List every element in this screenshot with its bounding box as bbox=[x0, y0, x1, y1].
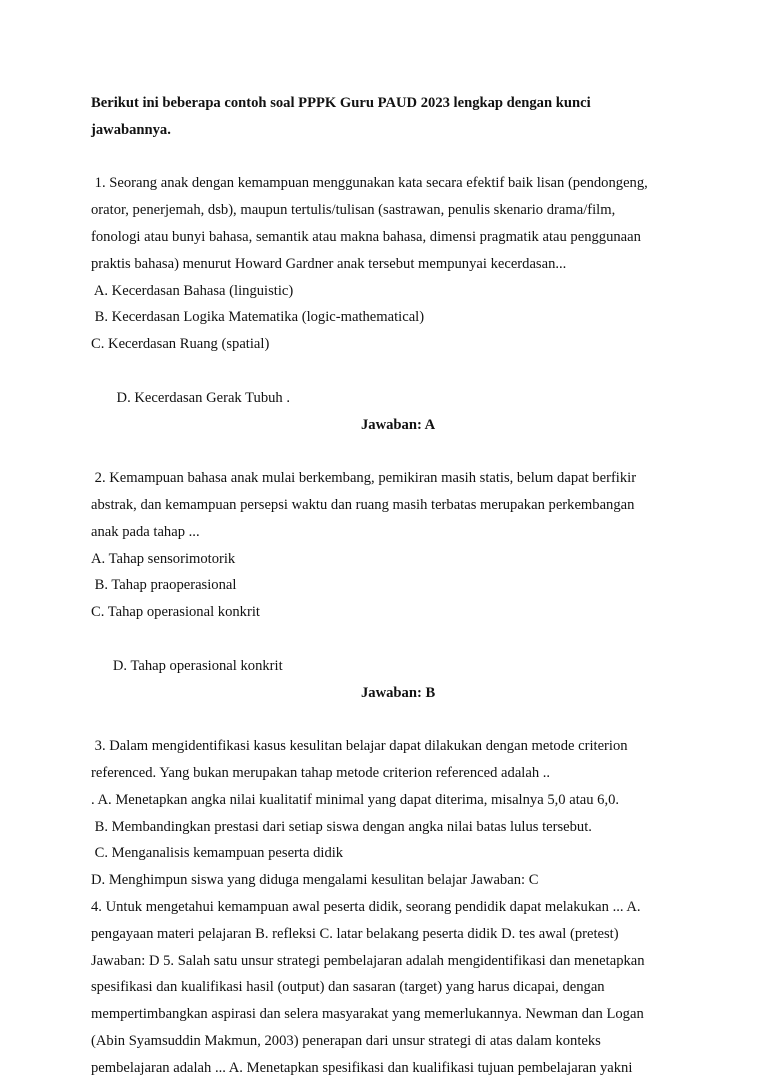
question-2-line: anak pada tahap ... bbox=[91, 523, 200, 540]
question-1-line: 1. Seorang anak dengan kemampuan menggunakan kata secara efektif baik lisan (pendongeng, bbox=[91, 175, 648, 192]
question-3-line: referenced. Yang bukan merupakan tahap metode criterion referenced adalah .. bbox=[91, 764, 551, 781]
question-1-line: orator, penerjemah, dsb), maupun tertulis/tulisan (sastrawan, penulis skenario drama/film, bbox=[91, 202, 616, 219]
question-2-option-d: D. Tahap operasional konkrit bbox=[112, 657, 283, 674]
question-2-line: 2. Kemampuan bahasa anak mulai berkembang, pemikiran masih statis, belum dapat berfikir bbox=[91, 470, 637, 487]
question-4-line: Jawaban: D 5. Salah satu unsur strategi pembelajaran adalah mengidentifikasi dan menetapkan bbox=[91, 952, 645, 969]
question-1 bbox=[91, 170, 691, 465]
question-1-option-c: C. Kecerdasan Ruang (spatial) bbox=[91, 336, 270, 353]
question-4 bbox=[91, 894, 691, 1081]
question-4-line: pengayaan materi pelajaran B. refleksi C. latar belakang peserta didik D. tes awal (pretest) bbox=[91, 925, 619, 942]
question-3-option-b: B. Membandingkan prestasi dari setiap siswa dengan angka nilai batas lulus tersebut. bbox=[91, 818, 592, 835]
spacer bbox=[91, 144, 691, 171]
question-3-option-a: . A. Menetapkan angka nilai kualitatif minimal yang dapat diterima, misalnya 5,0 atau 6,0. bbox=[91, 791, 620, 808]
question-3 bbox=[91, 733, 691, 894]
question-2-line: abstrak, dan kemampuan persepsi waktu dan ruang masih terbatas merupakan perkembangan bbox=[91, 496, 635, 513]
title-line-2: jawabannya. bbox=[91, 121, 171, 138]
question-4-line: (Abin Syamsuddin Makmun, 2003) penerapan dari unsur strategi di atas dalam konteks bbox=[91, 1032, 601, 1049]
question-4-line: mempertimbangkan aspirasi dan selera masyarakat yang memerlukannya. Newman dan Logan bbox=[91, 1006, 644, 1023]
question-1-option-b: B. Kecerdasan Logika Matematika (logic-mathematical) bbox=[91, 309, 425, 326]
question-1-option-d: D. Kecerdasan Gerak Tubuh . bbox=[112, 389, 291, 406]
document-title bbox=[91, 90, 691, 144]
question-4-line: spesifikasi dan kualifikasi hasil (output) dan sasaran (target) yang harus dicapai, dengan bbox=[91, 979, 605, 996]
question-3-option-c: C. Menganalisis kemampuan peserta didik bbox=[91, 845, 344, 862]
question-1-option-d-row bbox=[91, 358, 691, 465]
question-1-line: fonologi atau bunyi bahasa, semantik atau makna bahasa, dimensi pragmatik atau penggunaan bbox=[91, 228, 641, 245]
question-2-option-b: B. Tahap praoperasional bbox=[91, 577, 237, 594]
document-page bbox=[91, 90, 691, 1081]
question-2 bbox=[91, 465, 691, 733]
question-1-line: praktis bahasa) menurut Howard Gardner anak tersebut mempunyai kecerdasan... bbox=[91, 255, 567, 272]
question-1-answer: Jawaban: A bbox=[361, 416, 436, 433]
title-line-1: Berikut ini beberapa contoh soal PPPK Guru PAUD 2023 lengkap dengan kunci bbox=[91, 95, 591, 111]
question-3-option-d: D. Menghimpun siswa yang diduga mengalami kesulitan belajar Jawaban: C bbox=[91, 872, 539, 889]
question-2-option-c: C. Tahap operasional konkrit bbox=[91, 604, 260, 621]
question-2-answer: Jawaban: B bbox=[361, 684, 436, 701]
question-3-line: 3. Dalam mengidentifikasi kasus kesulitan belajar dapat dilakukan dengan metode criterion bbox=[91, 738, 628, 755]
question-4-line: 4. Untuk mengetahui kemampuan awal peserta didik, seorang pendidik dapat melakukan ... A. bbox=[91, 898, 641, 915]
question-1-option-a: A. Kecerdasan Bahasa (linguistic) bbox=[91, 282, 294, 299]
question-2-option-a: A. Tahap sensorimotorik bbox=[91, 550, 236, 567]
question-4-line: pembelajaran adalah ... A. Menetapkan spesifikasi dan kualifikasi tujuan pembelajaran yakni bbox=[91, 1059, 633, 1076]
question-2-option-d-row bbox=[91, 626, 691, 733]
